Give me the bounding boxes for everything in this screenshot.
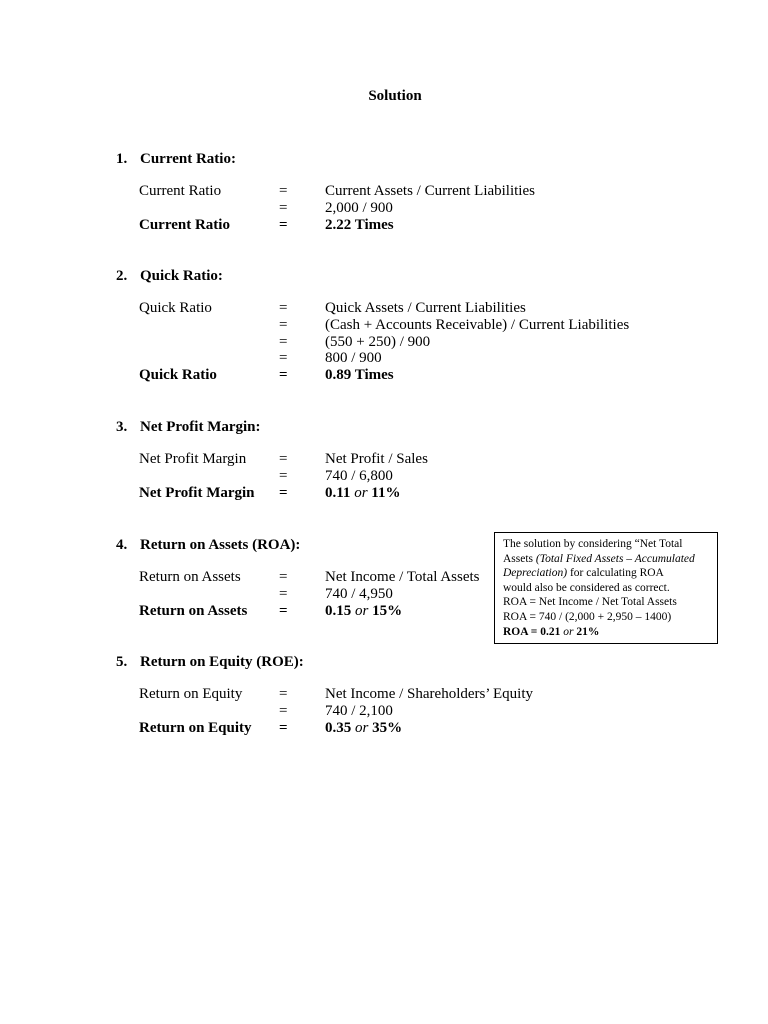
formula-row [116,569,496,586]
row-value: Net Income / Shareholders’ Equity [325,686,533,702]
note-line: ROA = Net Income / Net Total Assets [503,596,677,609]
equals-sign: = [279,451,288,467]
note-line: The solution by considering “Net Total [503,538,683,550]
section-return-on-equity [116,653,533,736]
result-decimal: 0.15 [325,602,352,619]
note-text: Assets [503,552,534,565]
section-number: 2. [116,268,128,284]
note-text: for calculating ROA [569,567,664,580]
formula-row [116,200,496,217]
note-line [503,566,711,581]
formula-row [116,183,535,200]
row-value: (Cash + Accounts Receivable) / Current Liabilities [325,316,630,333]
row-value: Net Profit / Sales [325,451,428,467]
equals-sign: = [279,569,288,585]
note-result-line [503,625,711,640]
section-current-ratio [116,150,535,233]
result-row [116,217,496,234]
section-title: Net Profit Margin: [140,419,261,435]
result-value: 0.89 Times [325,367,394,384]
result-row [116,603,496,620]
equals-sign: = [279,484,288,501]
row-value: 800 / 900 [325,350,382,367]
section-number: 4. [116,537,128,553]
result-label: Quick Ratio [139,367,217,384]
equals-sign: = [279,467,288,484]
note-italic-text: (Total Fixed Assets – Accumulated [535,552,695,565]
page-title: Solution [368,88,422,104]
row-value: 2,000 / 900 [325,199,393,216]
equals-sign: = [279,216,288,233]
roa-alternative-note-box [494,532,718,644]
row-label: Return on Equity [139,686,243,702]
row-value: Current Assets / Current Liabilities [325,183,535,199]
result-label: Net Profit Margin [139,484,255,501]
section-heading [116,267,496,285]
result-row [116,367,496,384]
formula-row [116,451,496,468]
equals-sign: = [279,719,288,736]
result-row [116,720,496,737]
row-value: (550 + 250) / 900 [325,333,431,350]
section-number: 3. [116,419,128,435]
formula-row [116,686,533,703]
section-title: Quick Ratio: [140,268,223,284]
formula-row [116,316,630,334]
section-heading [116,418,496,436]
result-row [116,485,496,502]
equals-sign: = [279,585,288,602]
formula-row [116,703,496,720]
result-decimal: 0.35 [325,719,352,736]
section-quick-ratio [116,267,630,384]
equals-sign: = [279,199,288,216]
result-label: Current Ratio [139,216,230,233]
note-result-percent: 21% [576,625,600,638]
result-decimal: 0.11 [325,484,351,501]
section-heading [116,536,496,554]
result-label: Return on Assets [139,602,248,619]
row-value: 740 / 2,100 [325,702,393,719]
or-word: or [354,484,368,501]
equals-sign: = [279,367,288,384]
result-value [325,603,402,620]
row-label: Current Ratio [139,183,222,199]
equals-sign: = [279,350,288,367]
note-line [503,552,711,567]
or-word: or [563,625,574,638]
formula-row [116,300,526,317]
row-value: 740 / 4,950 [325,585,393,602]
equals-sign: = [279,702,288,719]
result-percent: 15% [372,602,403,619]
equals-sign: = [279,602,288,619]
result-percent: 11% [371,484,401,501]
or-word: or [355,719,369,736]
equals-sign: = [279,300,288,316]
note-result-value: ROA = 0.21 [503,625,561,638]
section-return-on-assets [116,536,496,619]
result-value [325,485,400,502]
formula-row [116,334,496,351]
note-line: ROA = 740 / (2,000 + 2,950 – 1400) [503,610,672,623]
or-word: or [355,602,369,619]
formula-row [116,468,496,485]
section-net-profit-margin [116,418,496,501]
result-percent: 35% [372,719,403,736]
row-value: Quick Assets / Current Liabilities [325,300,526,316]
row-label: Quick Ratio [139,300,212,316]
row-label: Return on Assets [139,569,241,585]
row-value: 740 / 6,800 [325,467,393,484]
section-heading [116,150,496,168]
row-label: Net Profit Margin [139,451,247,467]
result-value [325,720,402,737]
equals-sign: = [279,686,288,702]
equals-sign: = [279,183,288,199]
section-number: 1. [116,151,128,167]
equals-sign: = [279,316,288,333]
note-line: would also be considered as correct. [503,581,670,594]
equals-sign: = [279,333,288,350]
section-title: Return on Assets (ROA): [140,537,301,553]
section-number: 5. [116,654,128,670]
row-value: Net Income / Total Assets [325,569,480,585]
formula-row [116,586,496,603]
note-italic-text: Depreciation) [503,567,568,580]
result-value: 2.22 Times [325,216,394,233]
section-title: Return on Equity (ROE): [140,654,304,670]
section-heading [116,653,496,671]
formula-row [116,350,496,367]
result-label: Return on Equity [139,719,252,736]
section-title: Current Ratio: [140,151,236,167]
